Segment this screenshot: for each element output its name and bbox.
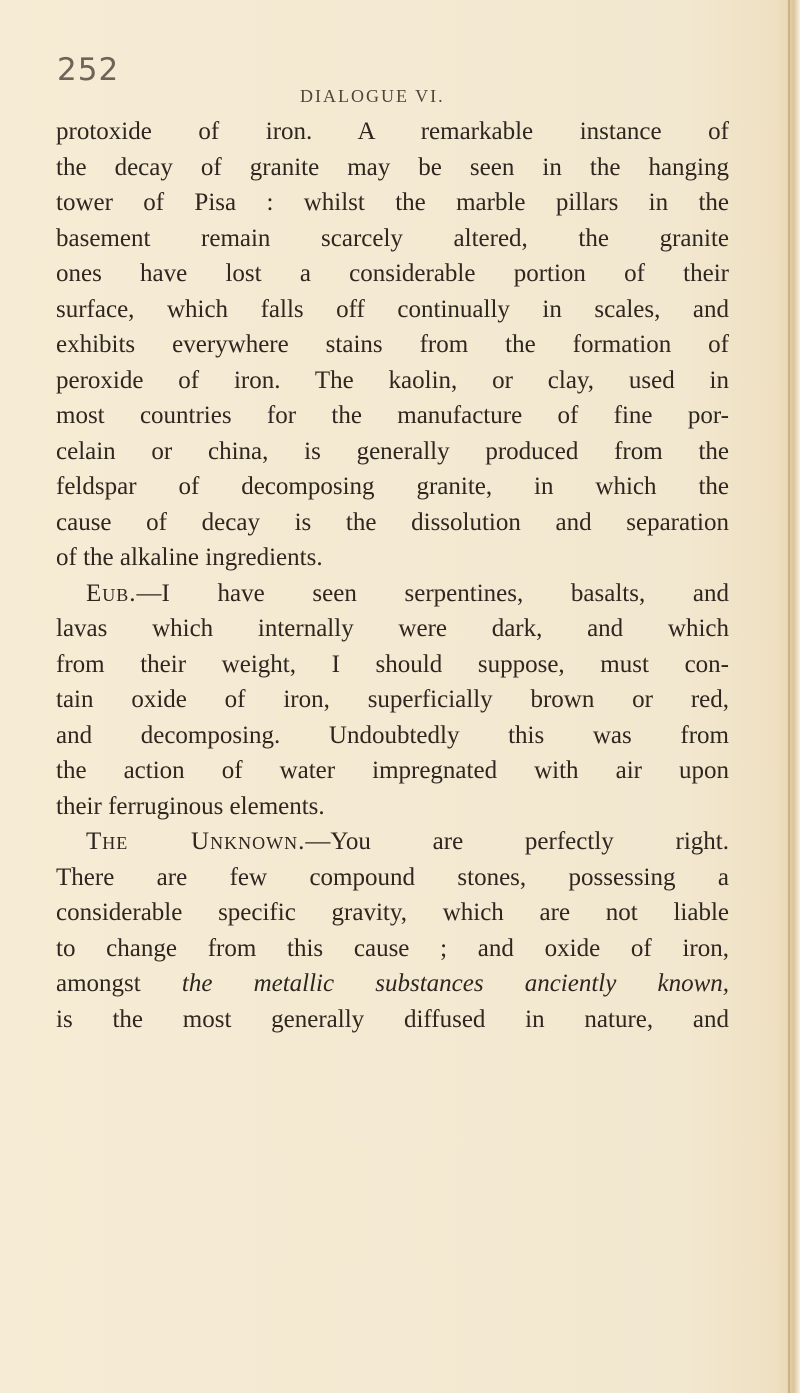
text-line: peroxide of iron. The kaolin, or clay, used in [56,366,729,394]
text-line: lavas which internally were dark, and which [56,615,729,642]
speaker-name: Eub. [86,579,137,607]
page-number: 252 [57,52,120,88]
text-line: exhibits everywhere stains from the formation of [56,331,729,358]
text-line: to change from this cause ; and oxide of iron, [56,934,729,962]
text-line: celain or china, is generally produced from the [56,437,729,465]
text-line: and decomposing. Undoubtedly this was from [56,721,729,749]
text-line: protoxide of iron. A remarkable instance of [56,118,729,145]
speaker-line [56,824,729,860]
text-line: cause of decay is the dissolution and separation [56,508,729,536]
text-line: the decay of granite may be seen in the hanging [56,153,729,181]
text-line-with-italics [56,966,729,1002]
speaker-name: The Unknown. [86,828,306,855]
text-line: ones have lost a considerable portion of their [56,260,729,287]
body-text [56,114,729,1037]
text-line: most countries for the manufacture of fine por- [56,402,729,429]
speaker-line [56,576,729,612]
text-line: from their weight, I should suppose, must con- [56,650,729,678]
italic-phrase: the metallic substances anciently known, [181,970,730,997]
text-line: of the alkaline ingredients. [56,544,323,571]
text-line: feldspar of decomposing granite, in which the [56,473,729,500]
text-line: surface, which falls off continually in scales, and [56,295,729,323]
text-line: considerable specific gravity, which are not liable [56,899,729,926]
text-line: basement remain scarcely altered, the granite [56,224,729,252]
text-line: the action of water impregnated with air upon [56,757,729,784]
page-edge-line [788,0,790,1393]
speaker-text: —You are perfectly right. [305,828,729,855]
text-line: their ferruginous elements. [56,792,325,820]
text-line: tower of Pisa : whilst the marble pillars in the [56,189,729,216]
text-line: is the most generally diffused in nature, and [56,1005,729,1033]
running-head: DIALOGUE VI. [300,86,445,106]
speaker-text: —I have seen serpentines, basalts, and [136,579,729,607]
text-line: tain oxide of iron, superficially brown or red, [56,686,729,713]
text-segment: amongst [56,970,182,997]
text-line: There are few compound stones, possessing a [56,863,729,891]
